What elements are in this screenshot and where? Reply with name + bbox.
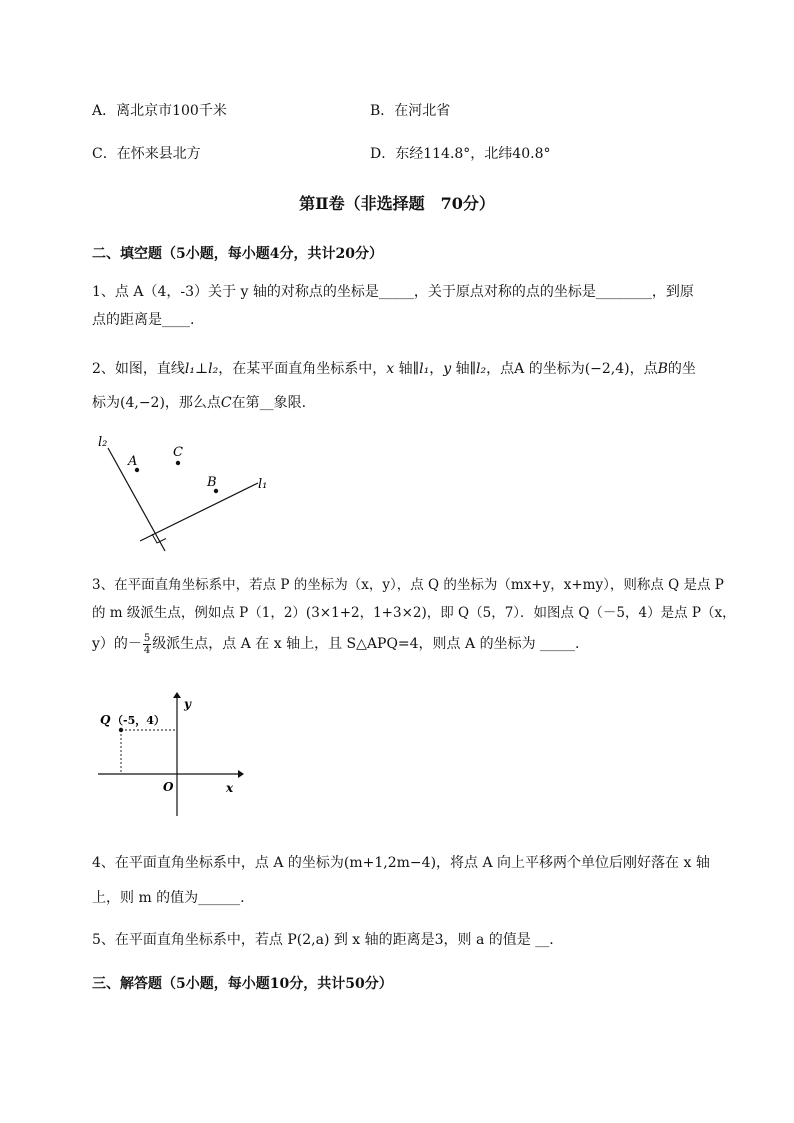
- question-5: 5、在平面直角坐标系中，若点 P(2,a) 到 x 轴的距离是3，则 a 的值是 __.: [92, 932, 554, 948]
- point-q: [119, 728, 123, 732]
- label-a: A: [128, 454, 138, 469]
- option-c: C．在怀来县北方: [92, 146, 201, 162]
- line-l1: [140, 483, 258, 541]
- question-2-line2: 标为(4,−2)，那么点C在第__象限.: [92, 395, 307, 411]
- figure-perpendicular-lines: [90, 428, 290, 558]
- right-angle-mark: [152, 534, 166, 543]
- label-y: y: [184, 697, 191, 711]
- question-2-line1: 2、如图，直线l₁⊥l₂，在某平面直角坐标系中，x 轴∥l₁，y 轴∥l₂，点A 的坐标为(−2,4)，点B的坐: [92, 361, 696, 377]
- question-4-line2: 上，则 m 的值为______.: [92, 890, 245, 906]
- y-axis-arrow: [173, 692, 181, 698]
- label-x: x: [226, 781, 234, 795]
- question-3-line3: y）的－ $\frac{5}{4}$ 级派生点，点 A 在 x 轴上，且 S△APQ=4，则点 A 的坐标为 _____.: [92, 632, 580, 656]
- point-c: [176, 461, 180, 465]
- part2-title: 第Ⅱ卷（非选择题 70分）: [299, 194, 495, 213]
- x-axis-arrow: [238, 770, 244, 778]
- option-b: B．在河北省: [370, 103, 451, 119]
- option-d: D．东经114.8°，北纬40.8°: [370, 146, 551, 162]
- label-b: B: [207, 475, 217, 490]
- question-1-line2: 点的距离是____.: [92, 312, 195, 328]
- figure-coordinate-plane: [92, 688, 252, 818]
- fraction-five-fourths: $\frac{5}{4}$: [143, 632, 151, 656]
- label-l1: l₁: [258, 477, 268, 492]
- label-c: C: [173, 445, 183, 460]
- question-3-line2: 的 m 级派生点，例如点 P（1，2）(3×1+2，1+3×2)，即 Q（5，7）．如图点 Q（－5，4）是点 P（x，: [92, 605, 736, 621]
- label-q: Q: [100, 713, 111, 727]
- question-3-line1: 3、在平面直角坐标系中，若点 P 的坐标为（x，y），点 Q 的坐标为（mx+y，x+my），则称点 Q 是点 P: [92, 577, 724, 593]
- question-1-line1: 1、点 A（4，-3）关于 y 轴的对称点的坐标是_____，关于原点对称的点的坐标是________，到原: [92, 284, 694, 300]
- label-l2: l₂: [98, 435, 108, 450]
- label-q-coord: （-5，4）: [112, 714, 165, 727]
- label-origin: O: [163, 780, 174, 794]
- section2-heading: 二、填空题（5小题，每小题4分，共计20分）: [92, 246, 383, 262]
- section3-heading: 三、解答题（5小题，每小题10分，共计50分）: [92, 976, 393, 992]
- question-4-line1: 4、在平面直角坐标系中，点 A 的坐标为(m+1,2m−4)，将点 A 向上平移两个单位后刚好落在 x 轴: [92, 855, 710, 871]
- option-a: A．离北京市100千米: [92, 103, 227, 119]
